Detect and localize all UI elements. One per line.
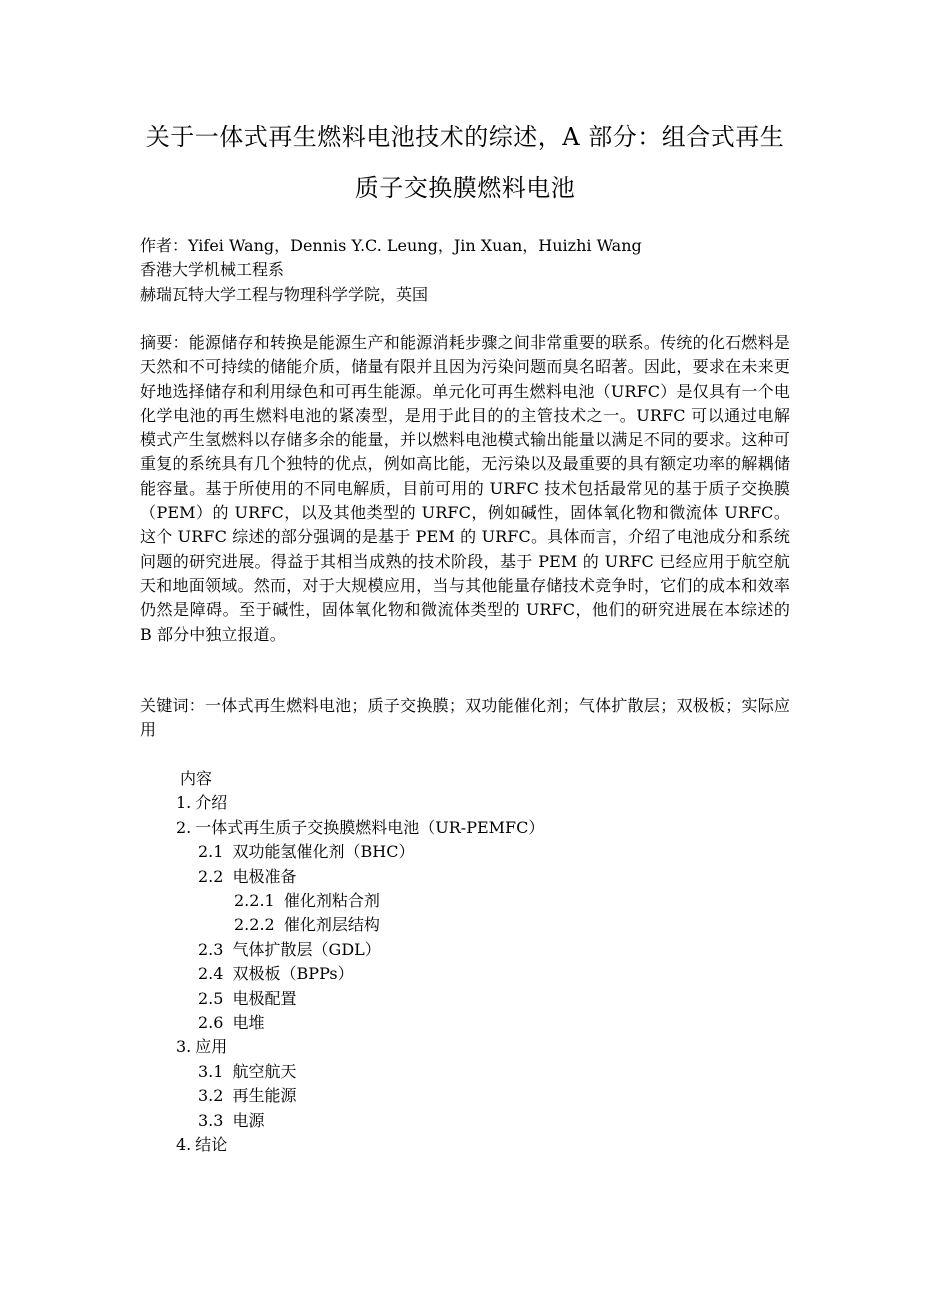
toc-item-label: 介绍: [195, 793, 228, 813]
toc-item-label: 双极板（BPPs）: [232, 964, 354, 984]
toc-item-label: 应用: [195, 1037, 228, 1057]
toc-item-number: 3.1: [198, 1061, 224, 1081]
affiliation-1: 香港大学机械工程系: [140, 260, 285, 280]
toc-item-number: 2.: [176, 817, 192, 837]
toc-item: [176, 987, 544, 1011]
toc-item-label: 电极配置: [232, 988, 297, 1008]
title-line-1: 关于一体式再生燃料电池技术的综述，A 部分：组合式再生: [145, 123, 785, 151]
toc-item-number: 2.6: [198, 1013, 224, 1033]
toc-item-number: 2.1: [198, 842, 224, 862]
toc-item: [176, 1084, 544, 1108]
toc-item-label: 气体扩散层（GDL）: [232, 939, 381, 959]
toc-item-label: 电堆: [232, 1013, 265, 1033]
toc-item: [176, 962, 544, 986]
toc-item-label: 电源: [232, 1110, 265, 1130]
toc-item-label: 催化剂粘合剂: [283, 891, 380, 911]
toc-item-number: 4.: [176, 1135, 192, 1155]
title-line-2: 质子交换膜燃料电池: [354, 174, 576, 202]
toc-item-label: 再生能源: [232, 1086, 297, 1106]
toc-item-number: 3.2: [198, 1086, 224, 1106]
toc-item-number: 2.2: [198, 866, 224, 886]
toc-heading: 内容: [180, 769, 213, 788]
toc-item-label: 催化剂层结构: [283, 915, 380, 935]
toc-item-number: 2.2.1: [234, 891, 275, 911]
affiliation-2: 赫瑞瓦特大学工程与物理科学学院，英国: [140, 284, 429, 304]
paper-title: [140, 112, 790, 214]
toc-item-number: 2.3: [198, 939, 224, 959]
toc-item: [176, 1060, 544, 1084]
toc-item-number: 2.5: [198, 988, 224, 1008]
keywords-paragraph: 关键词：一体式再生燃料电池；质子交换膜；双功能催化剂；气体扩散层；双极板；实际应用: [140, 696, 790, 740]
toc-item-label: 航空航天: [232, 1061, 297, 1081]
abstract-paragraph: 摘要：能源储存和转换是能源生产和能源消耗步骤之间非常重要的联系。传统的化石燃料是天然和不可持续的储能介质，储量有限并且因为污染问题而臭名昭著。因此，要求在未来更好地选择储存和利用绿色和可再生能源。单元化可再生燃料电池（URFC）是仅具有一个电化学电池的再生燃料电池的紧凑型，是用于此目的的主管技术之一。URFC 可以通过电解模式产生氢燃料以存储多余的能量，并以燃料电池模式输出能量以满足不同的要求。这种可重复的系统具有几个独特的优点，例如高比能，无污染以及最重要的具有额定功率的解耦储能容量。基于所使用的不同电解质，目前可用的 URFC 技术包括最常见的基于质子交换膜（PEM）的 URFC，以及其他类型的 URFC，例如碱性，固体氧化物和微流体 URFC。这个 URFC 综述的部分强调的是基于 PEM 的 URFC。具体而言，介绍了电池成分和系统问题的研究进展。得益于其相当成熟的技术阶段，基于 PEM 的 URFC 已经应用于航空航天和地面领域。然而，对于大规模应用，当与其他能量存储技术竞争时，它们的成本和效率仍然是障碍。至于碱性，固体氧化物和微流体类型的 URFC，他们的研究进展在本综述的 B 部分中独立报道。: [140, 333, 790, 644]
toc-item-label: 一体式再生质子交换膜燃料电池（UR-PEMFC）: [195, 817, 545, 837]
toc-item: [176, 1011, 544, 1035]
toc-item: [176, 865, 544, 889]
toc-item: [176, 840, 544, 864]
author-block: [140, 234, 790, 307]
toc-item-number: 1.: [176, 793, 192, 813]
toc-item: [176, 889, 544, 913]
toc-item-number: 3.: [176, 1037, 192, 1057]
toc-item-label: 双功能氢催化剂（BHC）: [232, 842, 415, 862]
table-of-contents: [176, 767, 544, 1158]
toc-item: [176, 1133, 544, 1157]
author-list: 作者：Yifei Wang，Dennis Y.C. Leung，Jin Xuan，Huizhi Wang: [140, 236, 642, 255]
toc-item: [176, 791, 544, 815]
toc-item: [176, 938, 544, 962]
toc-item: [176, 1035, 544, 1059]
toc-item-number: 3.3: [198, 1110, 224, 1130]
toc-item: [176, 913, 544, 937]
toc-item-number: 2.4: [198, 964, 224, 984]
toc-item-label: 电极准备: [232, 866, 297, 886]
toc-item: [176, 816, 544, 840]
toc-item-label: 结论: [195, 1135, 228, 1155]
toc-item-number: 2.2.2: [234, 915, 275, 935]
toc-item: [176, 1109, 544, 1133]
